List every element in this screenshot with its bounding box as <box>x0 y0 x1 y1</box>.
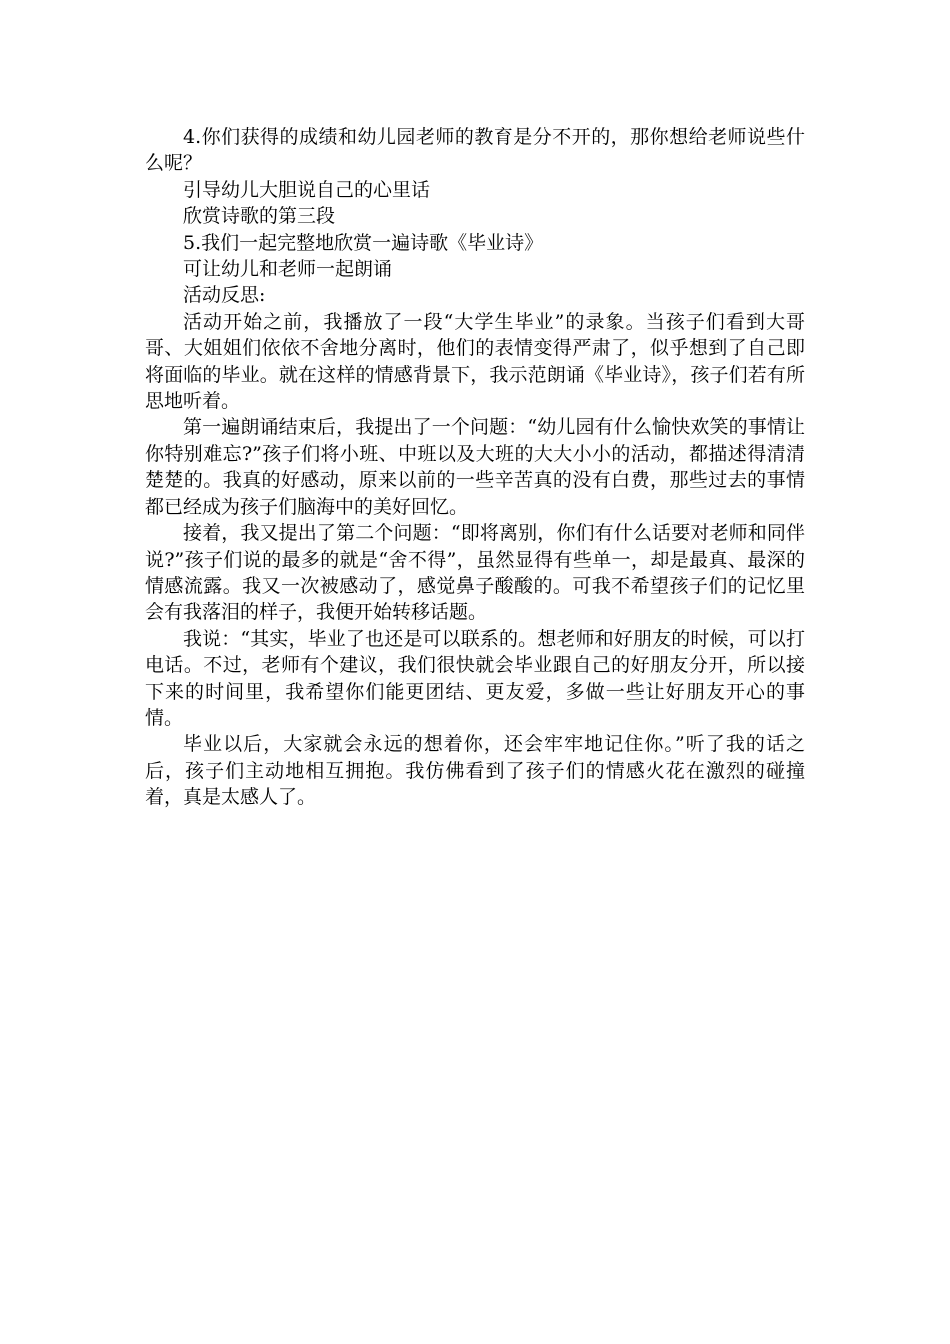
paragraph-reflection-3: 接着，我又提出了第二个问题：“即将离别，你们有什么话要对老师和同伴说?”孩子们说的最多的就是“舍不得”，虽然显得有些单一，却是最真、最深的情感流露。我又一次被感动了，感觉鼻子酸酸的。可我不希望孩子们的记忆里会有我落泪的样子，我便开始转移话题。 <box>145 522 805 624</box>
paragraph-reflection-4: 我说：“其实，毕业了也还是可以联系的。想老师和好朋友的时候，可以打电话。不过，老师有个建议，我们很快就会毕业跟自己的好朋友分开，所以接下来的时间里，我希望你们能更团结、更友爱，多做一些让好朋友开心的事情。 <box>145 627 805 729</box>
paragraph-reflection-2: 第一遍朗诵结束后，我提出了一个问题：“幼儿园有什么愉快欢笑的事情让你特别难忘?”孩子们将小班、中班以及大班的大大小小的活动，都描述得清清楚楚的。我真的好感动，原来以前的一些辛苦真的没有白费，那些过去的事情都已经成为孩子们脑海中的美好回忆。 <box>145 416 805 518</box>
document-body <box>145 124 805 811</box>
paragraph-recite-together: 可让幼儿和老师一起朗诵 <box>183 258 393 281</box>
paragraph-question-4: 4.你们获得的成绩和幼儿园老师的教育是分不开的，那你想给老师说些什么呢？ <box>145 126 805 175</box>
section-heading-reflection: 活动反思: <box>183 284 266 307</box>
paragraph-question-5: 5.我们一起完整地欣赏一遍诗歌《毕业诗》 <box>183 231 544 254</box>
paragraph-guide-speak: 引导幼儿大胆说自己的心里话 <box>183 178 431 201</box>
paragraph-third-stanza: 欣赏诗歌的第三段 <box>183 205 336 228</box>
paragraph-reflection-1: 活动开始之前，我播放了一段“大学生毕业”的录象。当孩子们看到大哥哥、大姐姐们依依不舍地分离时，他们的表情变得严肃了，似乎想到了自己即将面临的毕业。就在这样的情感背景下，我示范朗诵《毕业诗》，孩子们若有所思地听着。 <box>145 310 805 413</box>
paragraph-reflection-5: 毕业以后，大家就会永远的想着你，还会牢牢地记住你。”听了我的话之后，孩子们主动地相互拥抱。我仿佛看到了孩子们的情感火花在激烈的碰撞着，真是太感人了。 <box>145 733 805 809</box>
